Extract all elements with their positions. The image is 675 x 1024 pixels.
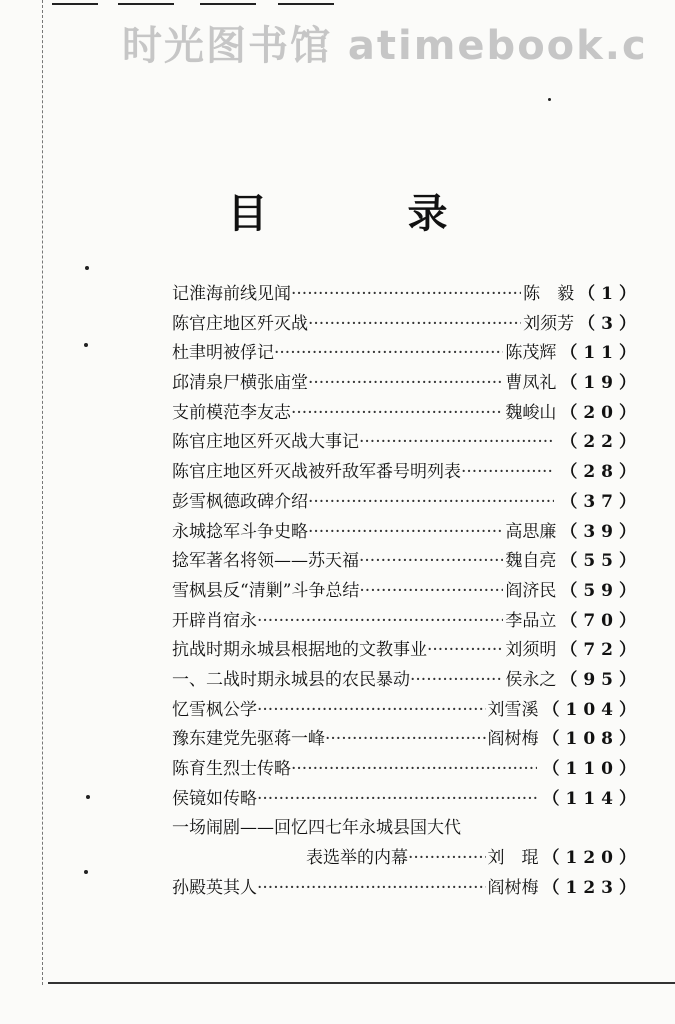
toc-entry: [172, 873, 642, 903]
toc-entry-title: 孙殿英其人: [172, 877, 257, 898]
toc-entry-page: （3）: [578, 313, 642, 334]
toc-entry-title: 支前模范李友志: [172, 402, 291, 423]
toc-leader-dots: [408, 848, 486, 868]
table-of-contents: [172, 279, 642, 902]
toc-entry-title: 永城捻军斗争史略: [172, 521, 308, 542]
toc-entry-page: （110）: [542, 759, 642, 779]
toc-entry-author: 刘须芳: [523, 313, 575, 334]
toc-leader-dots: [308, 314, 521, 334]
toc-leader-dots: [291, 284, 521, 304]
toc-entry-title: 陈官庄地区歼灭战被歼敌军番号明列表: [172, 462, 461, 483]
top-rule-1: [52, 3, 98, 5]
toc-leader-dots: [257, 789, 537, 809]
toc-leader-dots: [291, 403, 503, 423]
toc-leader-dots: [308, 373, 503, 393]
toc-entry: [172, 368, 642, 398]
top-rule-2: [118, 3, 174, 5]
speck: [85, 266, 89, 270]
toc-entry: [172, 427, 642, 457]
toc-entry-page: （104）: [542, 699, 642, 720]
toc-entry-page: （70）: [560, 610, 642, 631]
toc-entry: [172, 784, 642, 814]
toc-leader-dots: [257, 878, 486, 898]
toc-entry-title: 豫东建党先驱蒋一峰: [172, 729, 325, 750]
toc-entry-title: 开辟肖宿永: [172, 610, 257, 631]
toc-entry-page: （114）: [542, 788, 642, 809]
toc-leader-dots: [308, 522, 503, 542]
toc-leader-dots: [274, 343, 503, 363]
toc-entry-page: （123）: [542, 877, 642, 898]
toc-entry-author: 侯永之: [505, 669, 557, 690]
toc-entry-page: （59）: [560, 580, 642, 601]
toc-entry-title: 陈官庄地区歼灭战: [172, 313, 308, 334]
toc-entry: [172, 398, 642, 428]
toc-entry-page: （22）: [560, 432, 642, 453]
toc-entry-title: 雪枫县反“清剿”斗争总结: [172, 580, 360, 601]
toc-entry: [172, 338, 642, 368]
toc-entry-title: 彭雪枫德政碑介绍: [172, 491, 308, 512]
toc-entry-page: （55）: [560, 551, 642, 572]
top-rule-4: [278, 3, 334, 5]
toc-entry-page: （19）: [560, 373, 642, 394]
toc-entry-page: （37）: [560, 491, 642, 512]
speck: [84, 343, 88, 347]
toc-entry: [172, 279, 642, 309]
toc-entry-author: 刘 琨: [487, 848, 539, 869]
toc-entry-title: 表选举的内幕: [306, 848, 408, 869]
bottom-rule: [48, 982, 675, 984]
toc-entry-author: 阎济民: [505, 580, 557, 601]
toc-entry-title: 忆雪枫公学: [172, 699, 257, 720]
toc-entry-title: 杜聿明被俘记: [172, 343, 274, 364]
toc-entry: [172, 487, 642, 517]
toc-entry-page: （72）: [560, 640, 642, 661]
toc-leader-dots: [461, 462, 554, 482]
speck: [86, 795, 90, 799]
toc-entry-author: 高思廉: [505, 521, 557, 542]
toc-entry-title: 邱清泉尸横张庙堂: [172, 373, 308, 394]
toc-entry: [172, 606, 642, 636]
toc-entry: [172, 754, 642, 784]
toc-leader-dots: [359, 581, 503, 601]
toc-entry-page: （108）: [542, 729, 642, 750]
toc-entry-author: 刘须明: [505, 640, 557, 661]
page-title: 目 录: [227, 191, 498, 237]
toc-entry: [172, 457, 642, 487]
watermark: 时光图书馆 atimebook.c: [122, 23, 648, 69]
toc-entry-author: 陈茂辉: [505, 343, 557, 364]
toc-entry-author: 曹凤礼: [505, 373, 557, 394]
toc-entry: [172, 517, 642, 547]
toc-entry-page: （39）: [560, 521, 642, 542]
toc-entry: [172, 724, 642, 754]
toc-leader-dots: [325, 729, 486, 749]
toc-entry: [172, 635, 642, 665]
top-rule-3: [200, 3, 256, 5]
toc-entry: [172, 843, 642, 873]
toc-entry-page: （1）: [578, 284, 642, 304]
toc-entry-page: （11）: [560, 343, 642, 364]
toc-entry-page: （20）: [560, 402, 642, 423]
toc-leader-dots: [308, 492, 554, 512]
toc-entry: [172, 695, 642, 725]
toc-entry-author: 陈 毅: [523, 284, 575, 304]
toc-leader-dots: [359, 551, 503, 571]
toc-entry-page: （120）: [542, 848, 642, 869]
toc-entry-author: 阎树梅: [487, 729, 539, 750]
toc-entry-author: 李品立: [505, 610, 557, 631]
toc-leader-dots: [427, 640, 503, 660]
toc-entry-title: 侯镜如传略: [172, 788, 257, 809]
toc-entry-title: 一场闹剧——回忆四七年永城县国大代: [172, 818, 461, 839]
toc-entry-author: 魏峻山: [505, 402, 557, 423]
toc-entry-title: 一、二战时期永城县的农民暴动: [172, 669, 410, 690]
toc-leader-dots: [257, 611, 503, 631]
toc-entry: [172, 309, 642, 339]
speck: [548, 98, 551, 101]
toc-entry-author: 魏自亮: [505, 551, 557, 572]
toc-leader-dots: [359, 432, 554, 452]
toc-entry-page: （95）: [560, 669, 642, 690]
toc-entry-author: 刘雪溪: [487, 699, 539, 720]
toc-leader-dots: [410, 670, 503, 690]
toc-entry-title: 陈育生烈士传略: [172, 759, 291, 779]
toc-leader-dots: [291, 759, 537, 779]
binding-edge: [42, 0, 44, 985]
toc-entry-title: 捻军著名将领——苏天福: [172, 551, 359, 572]
toc-leader-dots: [257, 700, 486, 720]
toc-entry-title: 陈官庄地区歼灭战大事记: [172, 432, 359, 453]
toc-entry: [172, 665, 642, 695]
speck: [84, 870, 88, 874]
toc-entry-title: 记淮海前线见闻: [172, 284, 291, 304]
toc-entry-page: （28）: [560, 462, 642, 483]
toc-entry: [172, 546, 642, 576]
toc-entry: [172, 576, 642, 606]
toc-entry-author: 阎树梅: [487, 877, 539, 898]
toc-entry: [172, 813, 642, 843]
toc-entry-title: 抗战时期永城县根据地的文教事业: [172, 640, 427, 661]
